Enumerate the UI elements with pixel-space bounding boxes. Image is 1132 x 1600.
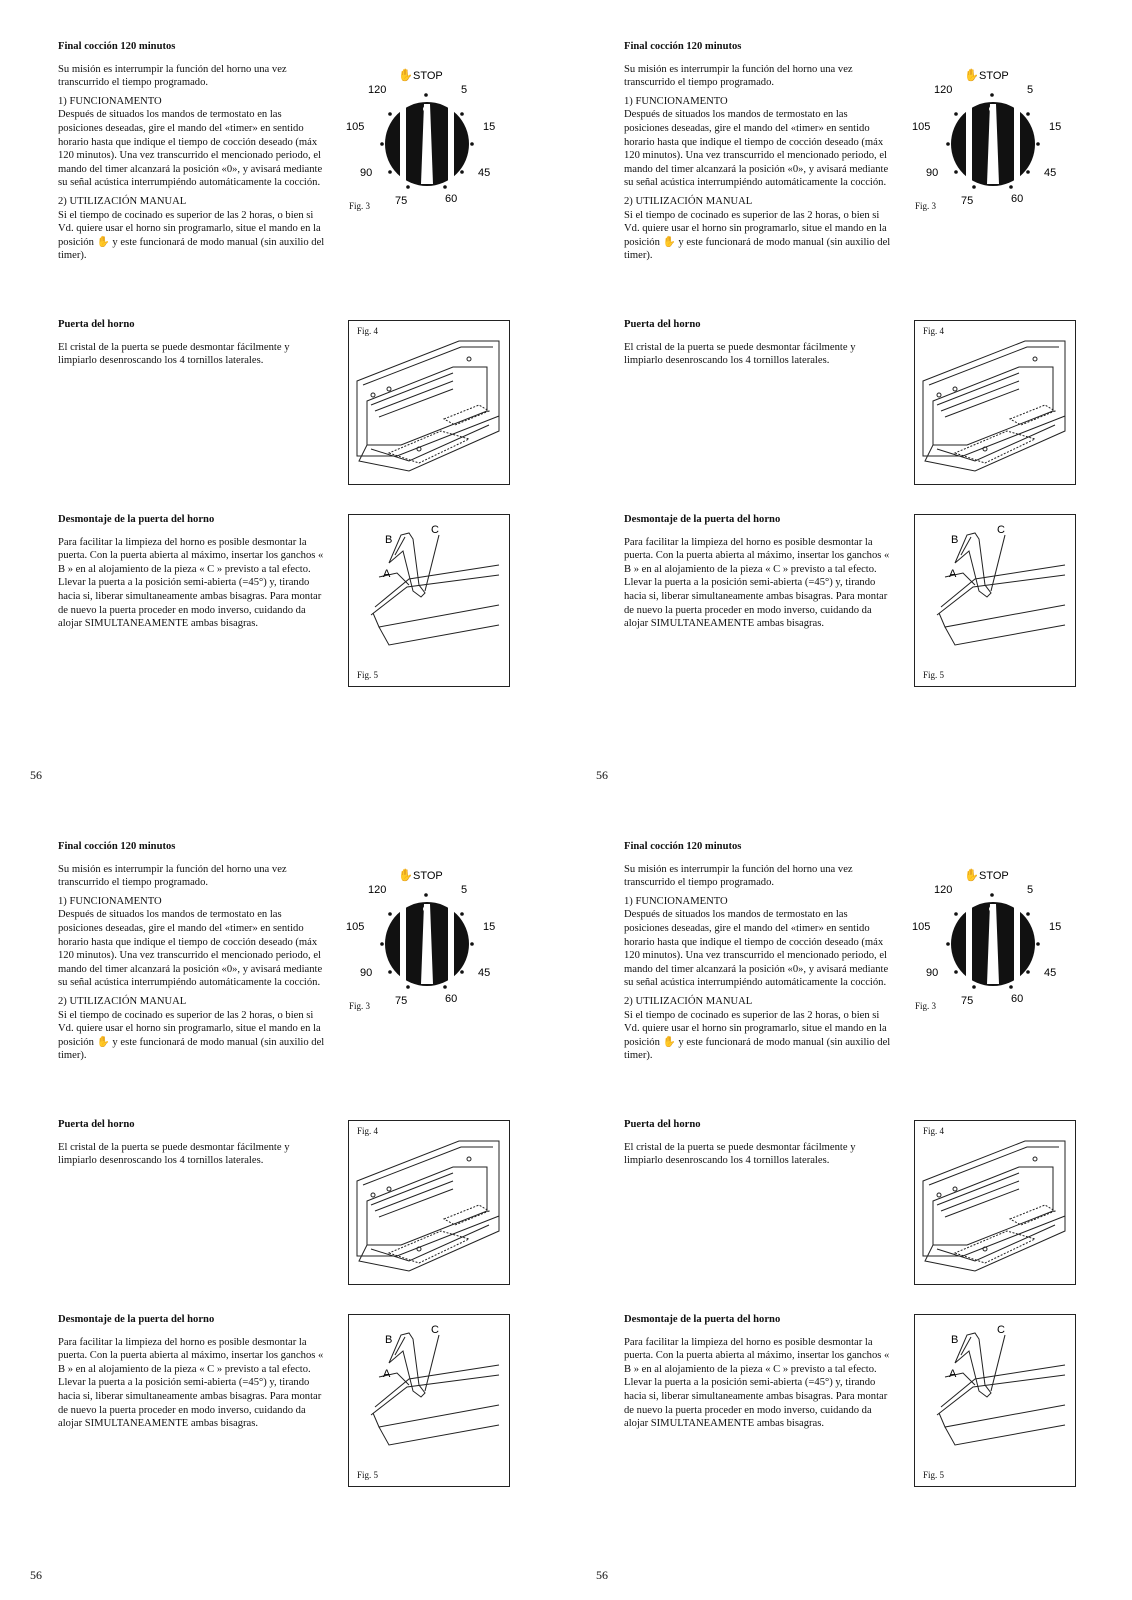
desmontaje-text: Para facilitar la limpieza del horno es posible desmontar la puerta. Con la puerta abierta al máximo, insertar los ganchos « B » en al alojamiento de la pieza « C » previsto a tal efecto. Llevar la puerta a la posición semi-abierta (=45°) y, tirando hacia si, liberar simultaneamente ambas bisagras. Para montar de nuevo la puerta proceder en modo inverso, cuidando da alojar SIMULTANEAMENTE ambas bisagras. xyxy=(624,1336,890,1430)
dial-tick-90: 90 xyxy=(926,967,939,979)
dial-tick-105: 105 xyxy=(912,121,931,133)
final-coccion-section xyxy=(624,40,894,263)
dial-tick-45: 45 xyxy=(478,167,491,179)
desmontaje-title: Desmontaje de la puerta del horno xyxy=(624,514,781,525)
manual-text-1: Si el tiempo de cocinado es superior de las 2 horas, o bien si Vd. quiere usar el horno sin programarlo, situe el mando en la posición xyxy=(624,209,887,248)
manual-title: 2) UTILIZACIÓN MANUAL xyxy=(58,995,187,1007)
dial-tick-5: 5 xyxy=(1027,884,1034,896)
desmontaje-section xyxy=(58,513,328,631)
fig5-label-a: A xyxy=(949,568,957,580)
dial-tick-60: 60 xyxy=(445,193,458,205)
oven-door-illustration xyxy=(915,321,1075,484)
puerta-text: El cristal de la puerta se puede desmontar fácilmente y limpiarlo desenroscando los 4 tornillos laterales. xyxy=(58,1141,290,1167)
manual-title: 2) UTILIZACIÓN MANUAL xyxy=(624,995,753,1007)
manual-text-1: Si el tiempo de cocinado es superior de las 2 horas, o bien si Vd. quiere usar el horno sin programarlo, situe el mando en la posición xyxy=(58,1009,321,1048)
hinge-illustration xyxy=(349,515,509,686)
dial-stop-label: STOP xyxy=(413,70,443,82)
hand-icon: ✋ xyxy=(96,235,110,248)
manual-text xyxy=(624,1009,894,1063)
fig5-label-a: A xyxy=(383,568,391,580)
funcionamiento-text: Después de situados los mandos de termostato en las posiciones deseadas, gire el mando del «timer» en sentido horario hasta que indique el tiempo de cocción deseado (máx 120 minutos). Una vez transcurrido el mencionado periodo, el mando del timer alcanzará la posición «0», y avisará mediante su señal acústica interrumpiéndo automáticamente la cocción. xyxy=(58,909,323,989)
manual-title: 2) UTILIZACIÓN MANUAL xyxy=(624,195,753,207)
dial-tick-15: 15 xyxy=(483,921,496,933)
oven-door-illustration xyxy=(349,321,509,484)
dial-hand-icon: ✋ xyxy=(964,868,979,882)
dial-pointer-dot xyxy=(423,906,429,912)
manual-text-2: y este funcionará de modo manual (sin auxilio del timer). xyxy=(624,236,891,262)
dial-knob-grip-mid xyxy=(400,106,406,182)
dial-tick-75: 75 xyxy=(961,195,974,207)
fig5-box xyxy=(348,1314,510,1487)
fig5-label-b: B xyxy=(951,1334,959,1346)
dial-hand-icon: ✋ xyxy=(398,868,413,882)
desmontaje-title: Desmontaje de la puerta del horno xyxy=(624,1314,781,1325)
dial-knob-grip-mid xyxy=(966,906,972,982)
dial-tick-75: 75 xyxy=(395,995,408,1007)
fig5-label-b: B xyxy=(385,1334,393,1346)
puerta-title: Puerta del horno xyxy=(58,319,135,330)
dial-tick-75: 75 xyxy=(395,195,408,207)
fig5-box xyxy=(348,514,510,687)
puerta-section xyxy=(624,1118,894,1168)
hinge-illustration xyxy=(915,1315,1075,1486)
fig5-label-b: B xyxy=(951,534,959,546)
timer-dial-figure xyxy=(906,862,1076,1022)
fig3-label: Fig. 3 xyxy=(915,1001,937,1011)
dial-tick-5: 5 xyxy=(461,84,468,96)
funcionamiento-text: Después de situados los mandos de termostato en las posiciones deseadas, gire el mando del «timer» en sentido horario hasta que indique el tiempo de cocción deseado (máx 120 minutos). Una vez transcurrido el mencionado periodo, el mando del timer alcanzará la posición «0», y avisará mediante su señal acústica interrumpiéndo automáticamente la cocción. xyxy=(58,109,323,189)
fig4-box xyxy=(348,320,510,485)
manual-page-bottom-left xyxy=(0,800,566,1600)
manual-page-bottom-right xyxy=(566,800,1132,1600)
dial-stop-label: STOP xyxy=(979,870,1009,882)
dial-tick-15: 15 xyxy=(483,121,496,133)
fig5-label: Fig. 5 xyxy=(357,670,379,680)
dial-tick-120: 120 xyxy=(934,84,953,96)
dial-knob-grip-right xyxy=(448,106,454,182)
dial-knob-grip-mid xyxy=(966,106,972,182)
dial-tick-105: 105 xyxy=(346,921,365,933)
dial-tick-90: 90 xyxy=(360,167,373,179)
desmontaje-section xyxy=(624,513,894,631)
dial-tick-90: 90 xyxy=(360,967,373,979)
desmontaje-title: Desmontaje de la puerta del horno xyxy=(58,1314,215,1325)
fig5-label-b: B xyxy=(385,534,393,546)
manual-text-1: Si el tiempo de cocinado es superior de las 2 horas, o bien si Vd. quiere usar el horno sin programarlo, situe el mando en la posición xyxy=(58,209,321,248)
dial-tick-45: 45 xyxy=(1044,167,1057,179)
fig4-box xyxy=(348,1120,510,1285)
hand-icon: ✋ xyxy=(96,1035,110,1048)
timer-dial-figure xyxy=(340,62,510,222)
fig5-label-a: A xyxy=(949,1368,957,1380)
manual-page-top-right xyxy=(566,0,1132,800)
dial-knob-grip-right xyxy=(448,906,454,982)
dial-hand-icon: ✋ xyxy=(964,68,979,82)
puerta-title: Puerta del horno xyxy=(624,319,701,330)
fig5-label-c: C xyxy=(431,1324,439,1336)
fig4-box xyxy=(914,320,1076,485)
dial-tick-120: 120 xyxy=(934,884,953,896)
fig4-label: Fig. 4 xyxy=(357,1126,379,1136)
page-number: 56 xyxy=(30,1568,42,1582)
puerta-title: Puerta del horno xyxy=(624,1119,701,1130)
page-number: 56 xyxy=(596,768,608,782)
final-coccion-intro: Su misión es interrumpir la función del horno una vez transcurrido el tiempo programado. xyxy=(624,63,853,89)
manual-page-top-left xyxy=(0,0,566,800)
fig5-box xyxy=(914,1314,1076,1487)
manual-text xyxy=(58,1009,328,1063)
manual-text-1: Si el tiempo de cocinado es superior de las 2 horas, o bien si Vd. quiere usar el horno sin programarlo, situe el mando en la posición xyxy=(624,1009,887,1048)
desmontaje-section xyxy=(58,1313,328,1431)
fig3-label: Fig. 3 xyxy=(349,1001,371,1011)
final-coccion-title: Final cocción 120 minutos xyxy=(624,841,742,852)
funcionamiento-text: Después de situados los mandos de termostato en las posiciones deseadas, gire el mando del «timer» en sentido horario hasta que indique el tiempo de cocción deseado (máx 120 minutos). Una vez transcurrido el mencionado periodo, el mando del timer alcanzará la posición «0», y avisará mediante su señal acústica interrumpiéndo automáticamente la cocción. xyxy=(624,909,889,989)
puerta-title: Puerta del horno xyxy=(58,1119,135,1130)
final-coccion-section xyxy=(624,840,894,1063)
fig5-label-c: C xyxy=(997,1324,1005,1336)
desmontaje-text: Para facilitar la limpieza del horno es posible desmontar la puerta. Con la puerta abierta al máximo, insertar los ganchos « B » en al alojamiento de la pieza « C » previsto a tal efecto. Llevar la puerta a la posición semi-abierta (=45°) y, tirando hacia si, liberar simultaneamente ambas bisagras. Para montar de nuevo la puerta proceder en modo inverso, cuidando da alojar SIMULTANEAMENTE ambas bisagras. xyxy=(58,1336,324,1430)
fig5-label-a: A xyxy=(383,1368,391,1380)
hand-icon: ✋ xyxy=(662,235,676,248)
funcionamiento-title: 1) FUNCIONAMENTO xyxy=(58,95,162,107)
dial-tick-60: 60 xyxy=(445,993,458,1005)
final-coccion-title: Final cocción 120 minutos xyxy=(58,41,176,52)
dial-knob-grip-mid xyxy=(400,906,406,982)
fig3-label: Fig. 3 xyxy=(915,201,937,211)
dial-hand-icon: ✋ xyxy=(398,68,413,82)
page-number: 56 xyxy=(30,768,42,782)
dial-tick-60: 60 xyxy=(1011,993,1024,1005)
puerta-text: El cristal de la puerta se puede desmontar fácilmente y limpiarlo desenroscando los 4 tornillos laterales. xyxy=(58,341,290,367)
dial-stop-label: STOP xyxy=(979,70,1009,82)
dial-pointer-dot xyxy=(989,106,995,112)
dial-tick-45: 45 xyxy=(478,967,491,979)
dial-tick-45: 45 xyxy=(1044,967,1057,979)
dial-tick-15: 15 xyxy=(1049,921,1062,933)
fig4-label: Fig. 4 xyxy=(357,326,379,336)
fig5-label: Fig. 5 xyxy=(357,1470,379,1480)
funcionamiento-title: 1) FUNCIONAMENTO xyxy=(624,895,728,907)
fig5-label: Fig. 5 xyxy=(923,670,945,680)
final-coccion-title: Final cocción 120 minutos xyxy=(58,841,176,852)
fig4-label: Fig. 4 xyxy=(923,326,945,336)
funcionamiento-text: Después de situados los mandos de termostato en las posiciones deseadas, gire el mando del «timer» en sentido horario hasta que indique el tiempo de cocción deseado (máx 120 minutos). Una vez transcurrido el mencionado periodo, el mando del timer alcanzará la posición «0», y avisará mediante su señal acústica interrumpiéndo automáticamente la cocción. xyxy=(624,109,889,189)
dial-tick-120: 120 xyxy=(368,84,387,96)
final-coccion-section xyxy=(58,40,328,263)
hinge-illustration xyxy=(915,515,1075,686)
dial-tick-90: 90 xyxy=(926,167,939,179)
oven-door-illustration xyxy=(915,1121,1075,1284)
hinge-illustration xyxy=(349,1315,509,1486)
funcionamiento-title: 1) FUNCIONAMENTO xyxy=(58,895,162,907)
dial-knob-grip-right xyxy=(1014,106,1020,182)
dial-pointer-dot xyxy=(989,906,995,912)
dial-tick-15: 15 xyxy=(1049,121,1062,133)
dial-tick-120: 120 xyxy=(368,884,387,896)
puerta-section xyxy=(624,318,894,368)
final-coccion-intro: Su misión es interrumpir la función del horno una vez transcurrido el tiempo programado. xyxy=(624,863,853,889)
fig5-label-c: C xyxy=(997,524,1005,536)
timer-dial-figure xyxy=(340,862,510,1022)
puerta-text: El cristal de la puerta se puede desmontar fácilmente y limpiarlo desenroscando los 4 tornillos laterales. xyxy=(624,341,856,367)
oven-door-illustration xyxy=(349,1121,509,1284)
manual-text-2: y este funcionará de modo manual (sin auxilio del timer). xyxy=(624,1036,891,1062)
manual-text-2: y este funcionará de modo manual (sin auxilio del timer). xyxy=(58,1036,325,1062)
dial-tick-5: 5 xyxy=(461,884,468,896)
manual-text xyxy=(58,209,328,263)
puerta-section xyxy=(58,1118,328,1168)
fig4-box xyxy=(914,1120,1076,1285)
page-number: 56 xyxy=(596,1568,608,1582)
manual-text-2: y este funcionará de modo manual (sin auxilio del timer). xyxy=(58,236,325,262)
dial-knob-grip-right xyxy=(1014,906,1020,982)
manual-title: 2) UTILIZACIÓN MANUAL xyxy=(58,195,187,207)
final-coccion-intro: Su misión es interrumpir la función del horno una vez transcurrido el tiempo programado. xyxy=(58,63,287,89)
dial-tick-105: 105 xyxy=(912,921,931,933)
puerta-text: El cristal de la puerta se puede desmontar fácilmente y limpiarlo desenroscando los 4 tornillos laterales. xyxy=(624,1141,856,1167)
dial-tick-60: 60 xyxy=(1011,193,1024,205)
dial-tick-75: 75 xyxy=(961,995,974,1007)
final-coccion-intro: Su misión es interrumpir la función del horno una vez transcurrido el tiempo programado. xyxy=(58,863,287,889)
fig5-label-c: C xyxy=(431,524,439,536)
fig5-box xyxy=(914,514,1076,687)
desmontaje-section xyxy=(624,1313,894,1431)
funcionamiento-title: 1) FUNCIONAMENTO xyxy=(624,95,728,107)
dial-tick-5: 5 xyxy=(1027,84,1034,96)
fig3-label: Fig. 3 xyxy=(349,201,371,211)
desmontaje-title: Desmontaje de la puerta del horno xyxy=(58,514,215,525)
final-coccion-section xyxy=(58,840,328,1063)
dial-stop-label: STOP xyxy=(413,870,443,882)
puerta-section xyxy=(58,318,328,368)
desmontaje-text: Para facilitar la limpieza del horno es posible desmontar la puerta. Con la puerta abierta al máximo, insertar los ganchos « B » en al alojamiento de la pieza « C » previsto a tal efecto. Llevar la puerta a la posición semi-abierta (=45°) y, tirando hacia si, liberar simultaneamente ambas bisagras. Para montar de nuevo la puerta proceder en modo inverso, cuidando da alojar SIMULTANEAMENTE ambas bisagras. xyxy=(58,536,324,630)
manual-text xyxy=(624,209,894,263)
final-coccion-title: Final cocción 120 minutos xyxy=(624,41,742,52)
dial-tick-105: 105 xyxy=(346,121,365,133)
fig4-label: Fig. 4 xyxy=(923,1126,945,1136)
dial-pointer-dot xyxy=(423,106,429,112)
timer-dial-figure xyxy=(906,62,1076,222)
desmontaje-text: Para facilitar la limpieza del horno es posible desmontar la puerta. Con la puerta abierta al máximo, insertar los ganchos « B » en al alojamiento de la pieza « C » previsto a tal efecto. Llevar la puerta a la posición semi-abierta (=45°) y, tirando hacia si, liberar simultaneamente ambas bisagras. Para montar de nuevo la puerta proceder en modo inverso, cuidando da alojar SIMULTANEAMENTE ambas bisagras. xyxy=(624,536,890,630)
hand-icon: ✋ xyxy=(662,1035,676,1048)
fig5-label: Fig. 5 xyxy=(923,1470,945,1480)
